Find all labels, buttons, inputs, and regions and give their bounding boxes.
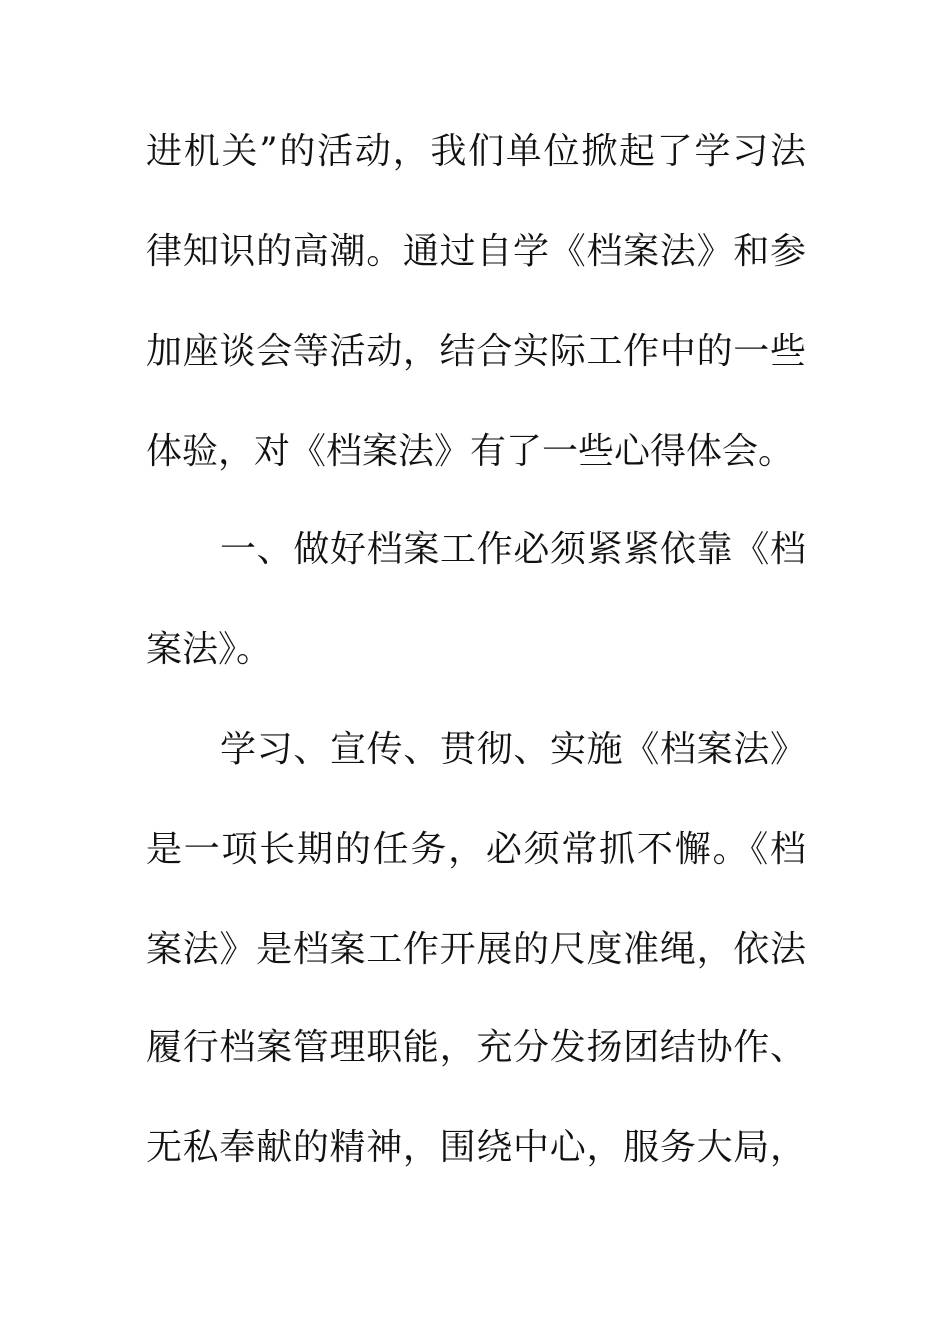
text-line-3: 加座谈会等活动，结合实际工作中的一些 (146, 331, 806, 372)
text-line-1: 进机关”的活动，我们单位掀起了学习法 (146, 131, 806, 172)
text-line-7: 学习、宣传、贯彻、实施《档案法》 (220, 729, 806, 770)
text-line-2: 律知识的高潮。通过自学《档案法》和参 (146, 231, 806, 272)
text-line-8: 是一项长期的任务，必须常抓不懈。《档 (146, 829, 806, 870)
text-line-4: 体验，对《档案法》有了一些心得体会。 (146, 431, 795, 472)
text-line-9: 案法》是档案工作开展的尺度准绳，依法 (146, 929, 806, 970)
text-line-11: 无私奉献的精神，围绕中心，服务大局， (146, 1127, 806, 1168)
text-line-10: 履行档案管理职能，充分发扬团结协作、 (146, 1027, 806, 1068)
section-heading-line-1: 一、做好档案工作必须紧紧依靠《档 (220, 529, 806, 570)
section-heading-line-2: 案法》。 (146, 629, 273, 670)
